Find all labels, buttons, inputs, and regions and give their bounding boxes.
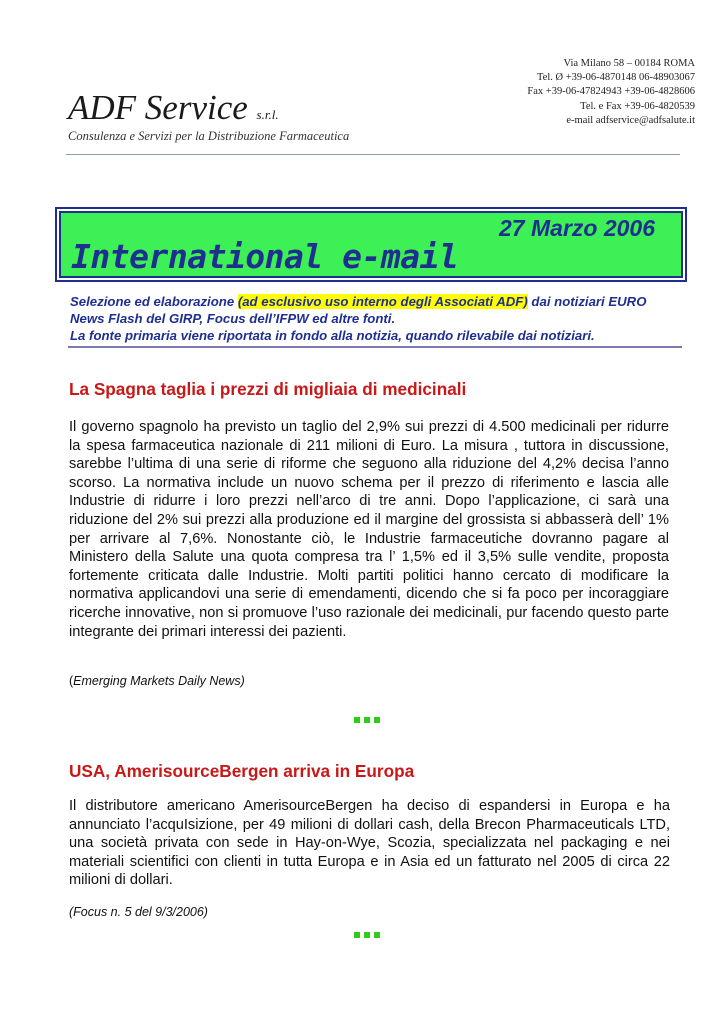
separator-dot — [374, 717, 380, 723]
fax-line: Fax +39-06-47824943 +39-06-4828606 — [527, 86, 695, 98]
article-source: (Focus n. 5 del 9/3/2006) — [69, 905, 208, 919]
issue-date: 27 Marzo 2006 — [499, 215, 655, 241]
separator-dot — [374, 932, 380, 938]
intro-divider — [68, 346, 682, 348]
intro-source-note: La fonte primaria viene riportata in fondo alla notizia, quando rilevabile dai notiziari. — [70, 327, 595, 343]
phone-fax-line: Tel. e Fax +39-06-4820539 — [580, 100, 695, 112]
company-tagline: Consulenza e Servizi per la Distribuzione Farmaceutica — [68, 129, 350, 143]
separator-dot — [364, 717, 370, 723]
banner-inner — [59, 211, 683, 278]
email-line: e-mail adfservice@adfsalute.it — [566, 114, 695, 126]
intro-text: Selezione ed elaborazione — [70, 294, 238, 309]
source-paren: ( — [69, 674, 74, 688]
section-separator — [354, 932, 390, 938]
newsletter-title: International e-mail — [71, 237, 459, 276]
newsletter-banner — [55, 207, 687, 282]
separator-dot — [354, 717, 360, 723]
header-divider — [66, 154, 680, 155]
phone-line: Tel. Ø +39-06-4870148 06-48903067 — [536, 72, 695, 84]
source-text: Emerging Markets Daily News) — [73, 674, 245, 688]
company-suffix: s.r.l. — [256, 107, 279, 122]
intro-text-cont: dai notiziari EURO News Flash del GIRP, Focus dell’IFPW ed altre fonti. — [70, 294, 647, 326]
article-body: Il distributore americano AmerisourceBergen ha deciso di espandersi in Europa e ha annunciato l’acquIsizione, per 49 milioni di dollari cash, della Brecon Pharmaceuticals LTD, una società privata con sede in Hay-on-Wye, Scozia, specializzata nel packaging e nei materiali scientifici con clienti in tutta Europa e in Asia ed un fatturato nel 2005 di circa 22 milioni di dollari. — [69, 798, 670, 889]
intro-highlight: (ad esclusivo uso interno degli Associati ADF) — [237, 294, 528, 309]
intro-note — [70, 294, 684, 344]
company-address — [527, 57, 695, 128]
separator-dot — [364, 932, 370, 938]
section-separator — [354, 717, 390, 723]
company-name — [68, 88, 349, 128]
article-source — [69, 674, 245, 688]
company-brand — [68, 88, 349, 144]
article-headline: USA, AmerisourceBergen arriva in Europa — [69, 761, 415, 781]
article-headline: La Spagna taglia i prezzi di migliaia di medicinali — [69, 379, 467, 399]
company-name-text: ADF Service — [68, 88, 248, 127]
address-line: Via Milano 58 – 00184 ROMA — [563, 58, 695, 69]
separator-dot — [354, 932, 360, 938]
article-body: Il governo spagnolo ha previsto un taglio del 2,9% sui prezzi di 4.500 medicinali per ridurre la spesa farmaceutica nazionale di 211 milioni di Euro. La misura , tuttora in discussione, sarebbe l’ultima di una serie di riforme che seguono alla riduzione del 4,2% decisa l’anno scorso. La normativa include un nuovo schema per il prezzo di riferimento e lascia alle Industrie di ridurre i loro prezzi nell’arco di tre anni. Dopo l’applicazione, ci sarà una riduzione del 2% sui prezzi alla produzione ed il margine del grossista si abbasserà dell’ 1% per arrivare al 7,6%. Nonostante ciò, le Industrie farmaceutiche dovranno pagare al Ministero della Salute una quota compresa tra l’ 1,5% ed il 3,5% sulle vendite, proposta fortemente criticata dalle Industrie. Molti partiti politici hanno cercato di modificare la normativa applicandovi una serie di emendamenti, dicendo che si fa poco per incoraggiare ricerche innovative, non si promuove l’uso razionale dei medicinali, pur facendo questo parte integrante dei primari interessi dei pazienti. — [69, 419, 669, 640]
